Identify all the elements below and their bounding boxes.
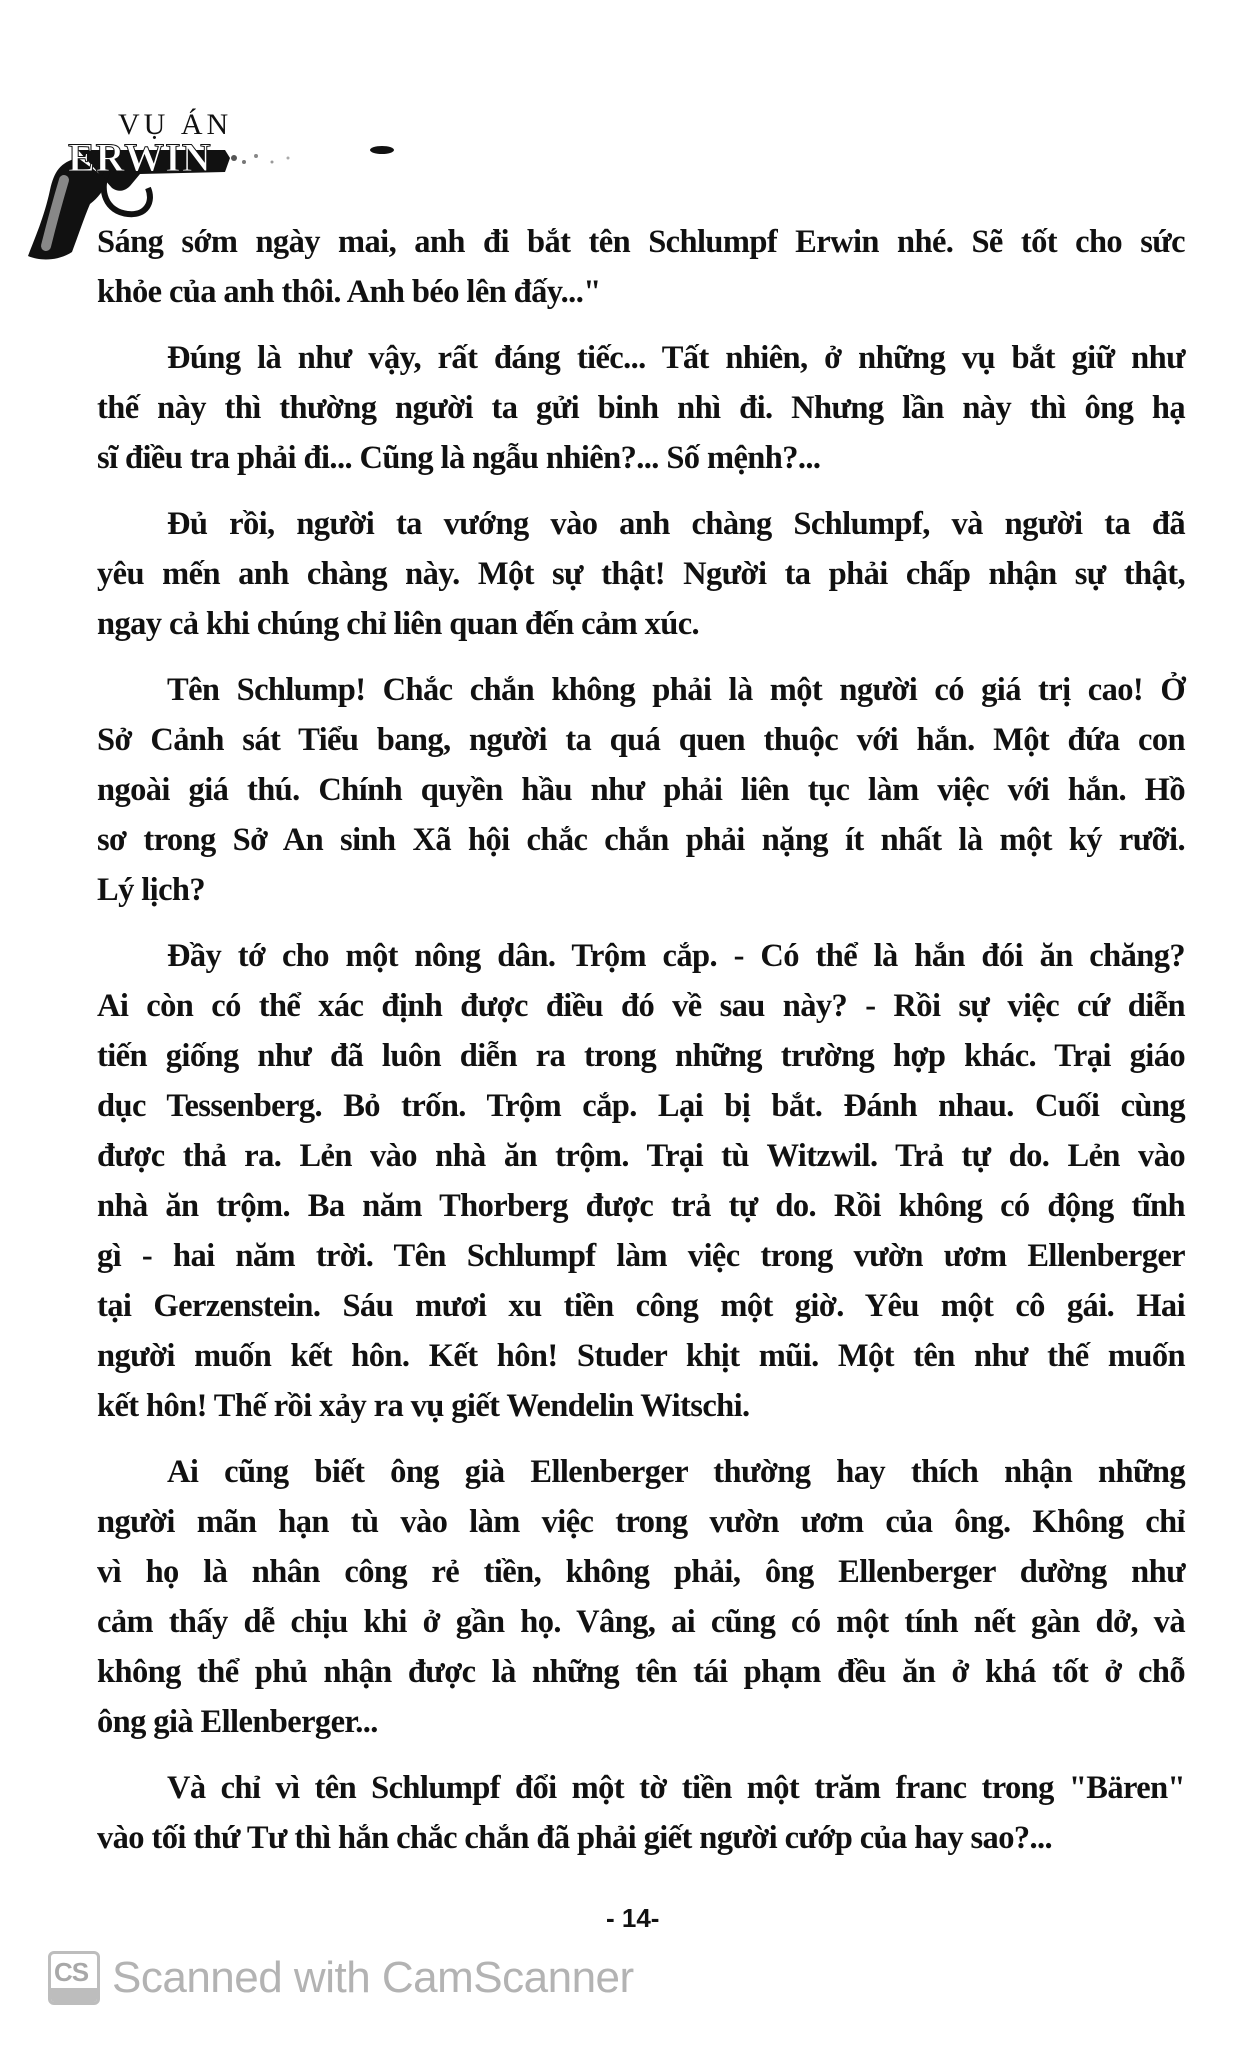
camscanner-logo-icon — [48, 1951, 100, 2005]
text-line: Lý lịch? — [97, 872, 206, 908]
text-line: ông già Ellenberger... — [97, 1704, 378, 1740]
text-line: sĩ điều tra phải đi... Cũng là ngẫu nhiên?... Số mệnh?... — [97, 440, 821, 476]
text-line: kết hôn! Thế rồi xảy ra vụ giết Wendelin Witschi. — [97, 1388, 750, 1424]
text-line: Sáng sớm ngày mai, anh đi bắt tên Schlumpf Erwin nhé. Sẽ tốt cho sức — [97, 224, 1185, 260]
text-line: Đúng là như vậy, rất đáng tiếc... Tất nhiên, ở những vụ bắt giữ như — [167, 340, 1185, 376]
text-line: ngoài giá thú. Chính quyền hầu như phải liên tục làm việc với hắn. Hồ — [97, 772, 1185, 808]
text-line: tại Gerzenstein. Sáu mươi xu tiền công một giờ. Yêu một cô gái. Hai — [97, 1288, 1185, 1324]
text-line: ngay cả khi chúng chỉ liên quan đến cảm xúc. — [97, 606, 700, 642]
text-line: nhà ăn trộm. Ba năm Thorberg được trả tự do. Rồi không có động tĩnh — [97, 1188, 1185, 1224]
camscanner-logo-text: CS — [54, 1957, 89, 1987]
text-line: không thể phủ nhận được là những tên tái phạm đều ăn ở khá tốt ở chỗ — [97, 1654, 1185, 1690]
text-line: Đầy tớ cho một nông dân. Trộm cắp. - Có thể là hắn đói ăn chăng? — [167, 938, 1185, 974]
text-line: Tên Schlump! Chắc chắn không phải là một người có giá trị cao! Ở — [167, 672, 1185, 708]
text-line: tiến giống như đã luôn diễn ra trong những trường hợp khác. Trại giáo — [97, 1038, 1185, 1074]
text-line: sơ trong Sở An sinh Xã hội chắc chắn phải nặng ít nhất là một ký rưỡi. — [97, 822, 1185, 858]
text-line: khỏe của anh thôi. Anh béo lên đấy..." — [97, 274, 601, 310]
text-line: được thả ra. Lẻn vào nhà ăn trộm. Trại tù Witzwil. Trả tự do. Lẻn vào — [97, 1138, 1185, 1174]
text-line: yêu mến anh chàng này. Một sự thật! Người ta phải chấp nhận sự thật, — [97, 556, 1185, 592]
text-line: vì họ là nhân công rẻ tiền, không phải, ông Ellenberger dường như — [97, 1554, 1185, 1590]
watermark-text: Scanned with CamScanner — [112, 1953, 634, 2002]
text-line: vào tối thứ Tư thì hắn chắc chắn đã phải giết người cướp của hay sao?... — [97, 1820, 1053, 1856]
text-line: cảm thấy dễ chịu khi ở gần họ. Vâng, ai cũng có một tính nết gàn dở, và — [97, 1604, 1185, 1640]
text-line: gì - hai năm trời. Tên Schlumpf làm việc trong vườn ươm Ellenberger — [97, 1238, 1185, 1274]
page-number: - 14- — [606, 1903, 660, 1933]
text-line: người mãn hạn tù vào làm việc trong vườn ươm của ông. Không chỉ — [97, 1504, 1185, 1540]
text-line: Đủ rồi, người ta vướng vào anh chàng Schlumpf, và người ta đã — [167, 506, 1185, 542]
text-line: người muốn kết hôn. Kết hôn! Studer khịt mũi. Một tên như thế muốn — [97, 1338, 1185, 1374]
logo-title: ERWIN — [68, 135, 212, 180]
logo-subtitle: VỤ ÁN — [118, 108, 233, 141]
text-line: Ai còn có thể xác định được điều đó về sau này? - Rồi sự việc cứ diễn — [97, 988, 1185, 1024]
text-line: Sở Cảnh sát Tiểu bang, người ta quá quen thuộc với hắn. Một đứa con — [97, 722, 1185, 758]
text-line: dục Tessenberg. Bỏ trốn. Trộm cắp. Lại bị bắt. Đánh nhau. Cuối cùng — [97, 1088, 1185, 1124]
text-line: Ai cũng biết ông già Ellenberger thường hay thích nhận những — [167, 1454, 1185, 1490]
camscanner-watermark — [48, 1948, 634, 2008]
text-line: thế này thì thường người ta gửi binh nhì đi. Nhưng lần này thì ông hạ — [97, 390, 1185, 426]
text-line: Và chỉ vì tên Schlumpf đổi một tờ tiền một trăm franc trong "Bären" — [167, 1770, 1185, 1806]
